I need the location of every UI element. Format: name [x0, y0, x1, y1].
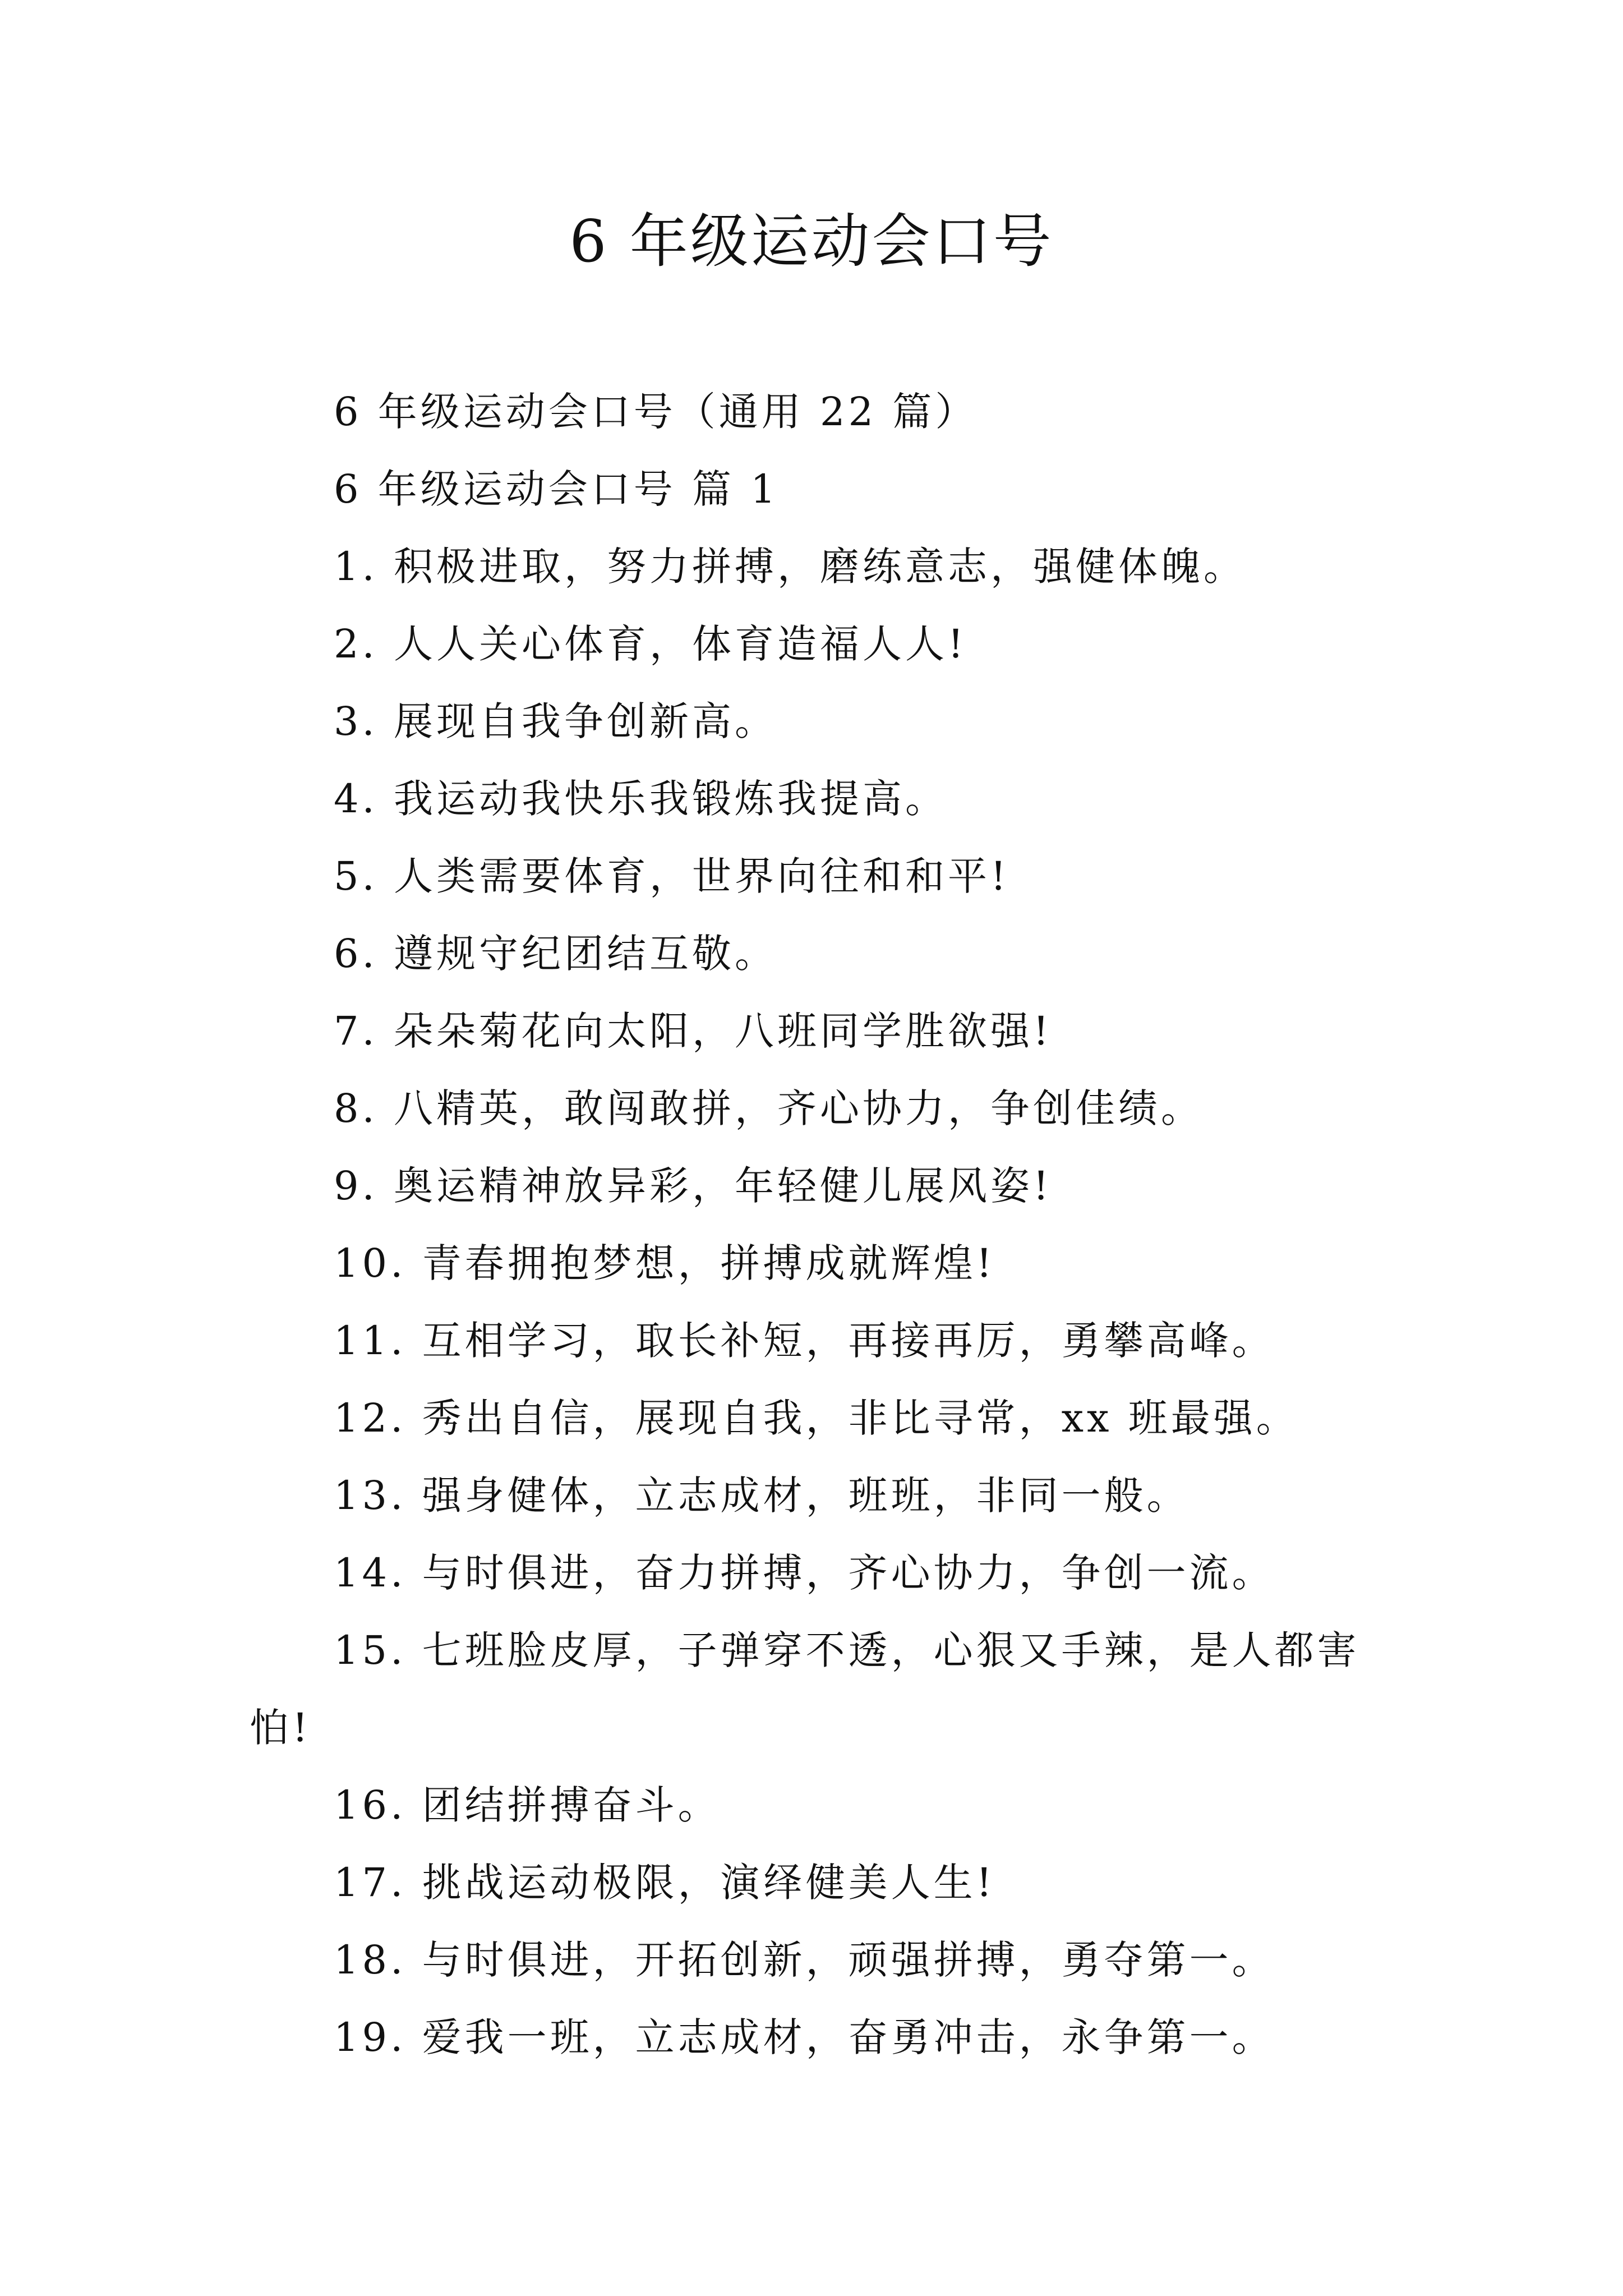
section-heading: 6 年级运动会口号 篇 1	[334, 466, 779, 512]
slogan-item: 14. 与时俱进，奋力拼搏，齐心协力，争创一流。	[334, 1550, 1275, 1596]
slogan-item-continuation: 怕!	[250, 1705, 312, 1751]
document-subtitle: 6 年级运动会口号（通用 22 篇）	[334, 389, 978, 435]
document-title: 6 年级运动会口号	[569, 207, 1054, 275]
slogan-item: 17. 挑战运动极限，演绎健美人生!	[334, 1860, 995, 1906]
slogan-item: 11. 互相学习，取长补短，再接再厉，勇攀高峰。	[334, 1318, 1275, 1364]
slogan-item: 8. 八精英，敢闯敢拼，齐心协力，争创佳绩。	[334, 1085, 1204, 1131]
slogan-item: 7. 朵朵菊花向太阳，八班同学胜欲强!	[334, 1008, 1053, 1054]
slogan-item: 18. 与时俱进，开拓创新，顽强拼搏，勇夺第一。	[334, 1937, 1275, 1983]
slogan-item: 4. 我运动我快乐我锻炼我提高。	[334, 776, 948, 822]
slogan-item: 15. 七班脸皮厚，子弹穿不透，心狠又手辣，是人都害	[334, 1627, 1360, 1673]
slogan-item: 1. 积极进取，努力拼搏，磨练意志，强健体魄。	[334, 544, 1247, 590]
document-body	[250, 373, 1385, 2076]
slogan-item: 13. 强身健体，立志成材，班班，非同一般。	[334, 1473, 1189, 1519]
slogan-item: 12. 秀出自信，展现自我，非比寻常，xx 班最强。	[334, 1395, 1299, 1441]
slogan-item: 6. 遵规守纪团结互敬。	[334, 931, 778, 977]
slogan-item: 9. 奥运精神放异彩，年轻健儿展风姿!	[334, 1163, 1053, 1209]
slogan-item: 16. 团结拼搏奋斗。	[334, 1782, 721, 1828]
slogan-item: 10. 青春拥抱梦想，拼搏成就辉煌!	[334, 1240, 995, 1286]
slogan-item: 5. 人类需要体育，世界向往和和平!	[334, 853, 1010, 899]
slogan-item: 3. 展现自我争创新高。	[334, 698, 778, 744]
slogan-item: 19. 爱我一班，立志成材，奋勇冲击，永争第一。	[334, 2014, 1275, 2060]
slogan-item: 2. 人人关心体育，体育造福人人!	[334, 621, 967, 667]
